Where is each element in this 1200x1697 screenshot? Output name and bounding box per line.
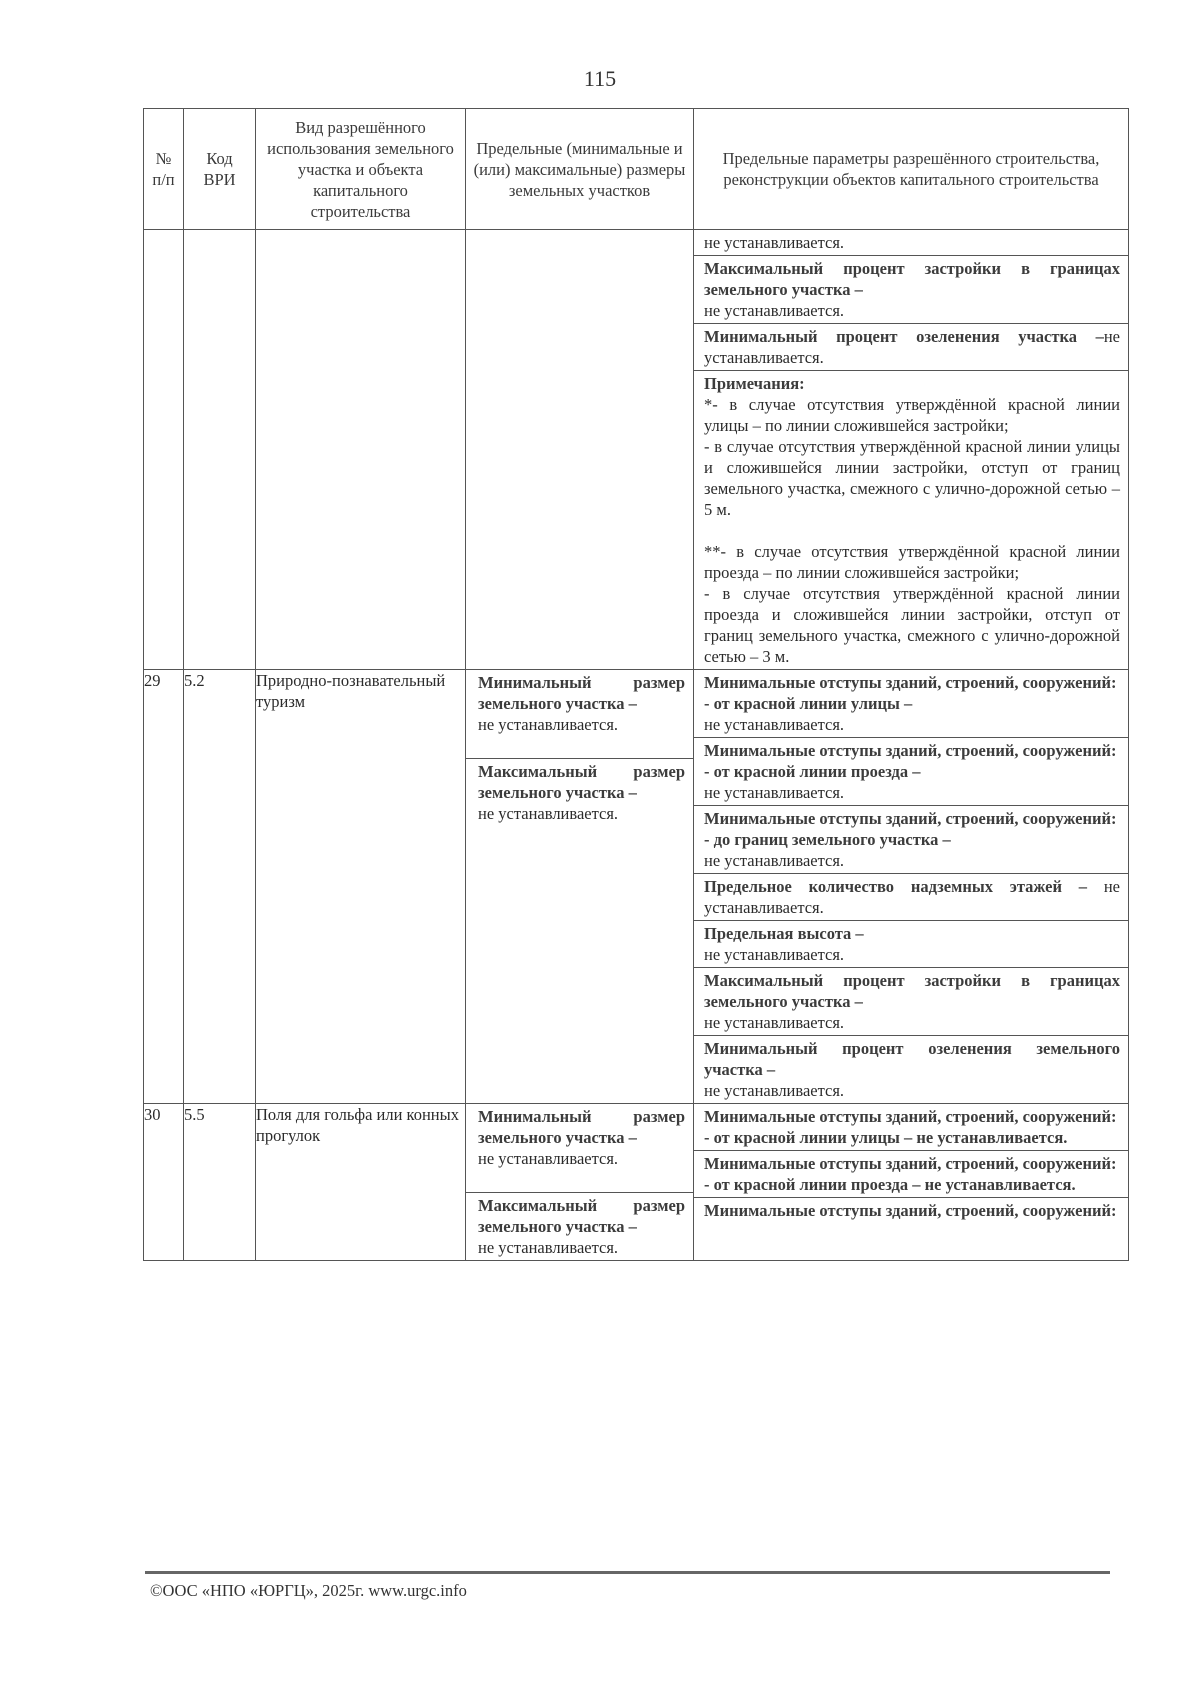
param-block bbox=[694, 1036, 1128, 1103]
note-text: *- в случае отсутствия утверждённой красной линии улицы – по линии сложившейся застройки; bbox=[704, 395, 1120, 435]
param-text: не устанавливается. bbox=[704, 851, 845, 870]
param-line: - от красной линии проезда – bbox=[704, 762, 921, 781]
code-cell: 5.2 bbox=[184, 670, 256, 1104]
param-text: не устанавливается. bbox=[704, 783, 845, 802]
param-text: не устанавливается. bbox=[704, 233, 845, 252]
param-text: не устанавливается. bbox=[704, 327, 1120, 367]
param-block bbox=[694, 1151, 1128, 1198]
param-line: - от красной линии улицы – не устанавливается. bbox=[704, 1128, 1068, 1147]
table-row bbox=[144, 670, 1129, 1104]
param-block bbox=[694, 230, 1128, 256]
size-block bbox=[466, 759, 693, 826]
param-text: не устанавливается. bbox=[704, 945, 845, 964]
note-text: **- в случае отсутствия утверждённой красной линии проезда – по линии сложившейся застройки; bbox=[704, 542, 1120, 582]
param-text: не устанавливается. bbox=[704, 301, 845, 320]
sizes-cell bbox=[466, 670, 694, 1104]
size-text: не устанавливается. bbox=[478, 804, 619, 823]
param-block bbox=[694, 670, 1128, 738]
param-title: Минимальный процент озеленения участка – bbox=[704, 327, 1104, 346]
use-cell: Поля для гольфа или конных прогулок bbox=[256, 1104, 466, 1261]
param-title: Минимальные отступы зданий, строений, сооружений: bbox=[704, 1154, 1117, 1173]
notes-title: Примечания: bbox=[704, 374, 805, 393]
size-text: не устанавливается. bbox=[478, 1149, 619, 1168]
params-cell bbox=[694, 230, 1129, 670]
table-row bbox=[144, 1104, 1129, 1261]
param-title: Минимальные отступы зданий, строений, сооружений: bbox=[704, 809, 1117, 828]
table-row bbox=[144, 230, 1129, 670]
use-cell: Природно-познавательный туризм bbox=[256, 670, 466, 1104]
param-title: Максимальный процент застройки в границах земельного участка – bbox=[704, 971, 1120, 1011]
header-sizes: Предельные (минимальные и (или) максимальные) размеры земельных участков bbox=[466, 109, 694, 230]
param-block bbox=[694, 324, 1128, 371]
param-block bbox=[694, 921, 1128, 968]
sizes-cell bbox=[466, 1104, 694, 1261]
param-title: Максимальный процент застройки в границах земельного участка – bbox=[704, 259, 1120, 299]
param-block bbox=[694, 968, 1128, 1036]
code-cell bbox=[184, 230, 256, 670]
size-title: Максимальный размер земельного участка – bbox=[478, 762, 685, 802]
header-use: Вид разрешённого использования земельного участка и объекта капитального строительства bbox=[256, 109, 466, 230]
param-line: - от красной линии проезда – не устанавливается. bbox=[704, 1175, 1076, 1194]
param-title: Предельная высота – bbox=[704, 924, 864, 943]
size-text: не устанавливается. bbox=[478, 715, 619, 734]
param-text: не устанавливается. bbox=[704, 1013, 845, 1032]
num-cell: 29 bbox=[144, 670, 184, 1104]
param-title: Минимальные отступы зданий, строений, сооружений: bbox=[704, 741, 1117, 760]
param-block bbox=[694, 738, 1128, 806]
param-line: - до границ земельного участка – bbox=[704, 830, 951, 849]
param-text: не устанавливается. bbox=[704, 715, 845, 734]
param-block bbox=[694, 256, 1128, 324]
note-text: - в случае отсутствия утверждённой красной линии проезда и сложившейся линии застройки, отступ от границ земельного участка, смежного с улично-дорожной сетью – 3 м. bbox=[704, 584, 1120, 666]
params-cell bbox=[694, 1104, 1129, 1261]
size-title: Максимальный размер земельного участка – bbox=[478, 1196, 685, 1236]
param-title: Минимальные отступы зданий, строений, сооружений: bbox=[704, 1107, 1117, 1126]
table-header-row bbox=[144, 109, 1129, 230]
param-block bbox=[694, 874, 1128, 921]
param-line: - от красной линии улицы – bbox=[704, 694, 913, 713]
param-title: Минимальный процент озеленения земельного участка – bbox=[704, 1039, 1120, 1079]
regulations-table bbox=[143, 108, 1129, 1261]
num-cell: 30 bbox=[144, 1104, 184, 1261]
param-title: Предельное количество надземных этажей – bbox=[704, 877, 1088, 896]
size-block bbox=[466, 670, 693, 759]
size-title: Минимальный размер земельного участка – bbox=[478, 673, 685, 713]
param-block bbox=[694, 806, 1128, 874]
code-cell: 5.5 bbox=[184, 1104, 256, 1261]
param-title: Минимальные отступы зданий, строений, сооружений: bbox=[704, 1201, 1117, 1220]
size-block bbox=[466, 1104, 693, 1193]
header-params: Предельные параметры разрешённого строительства, реконструкции объектов капитального строительства bbox=[694, 109, 1129, 230]
params-cell bbox=[694, 670, 1129, 1104]
footer-divider bbox=[145, 1571, 1110, 1574]
use-cell bbox=[256, 230, 466, 670]
header-code: Код ВРИ bbox=[184, 109, 256, 230]
header-num: № п/п bbox=[144, 109, 184, 230]
size-text: не устанавливается. bbox=[478, 1238, 619, 1257]
param-text: не устанавливается. bbox=[704, 877, 1120, 917]
size-block bbox=[466, 1193, 693, 1260]
param-title: Минимальные отступы зданий, строений, сооружений: bbox=[704, 673, 1117, 692]
num-cell bbox=[144, 230, 184, 670]
sizes-cell bbox=[466, 230, 694, 670]
page-number: 115 bbox=[583, 66, 617, 91]
param-block bbox=[694, 1104, 1128, 1151]
note-text: - в случае отсутствия утверждённой красной линии улицы и сложившейся линии застройки, отступ от границ земельного участка, смежного с улично-дорожной сетью – 5 м. bbox=[704, 437, 1120, 519]
size-title: Минимальный размер земельного участка – bbox=[478, 1107, 685, 1147]
param-block bbox=[694, 1198, 1128, 1223]
notes-block bbox=[694, 371, 1128, 669]
param-text: не устанавливается. bbox=[704, 1081, 845, 1100]
footer-copyright: ©ООС «НПО «ЮРГЦ», 2025г. www.urgc.info bbox=[150, 1581, 467, 1600]
